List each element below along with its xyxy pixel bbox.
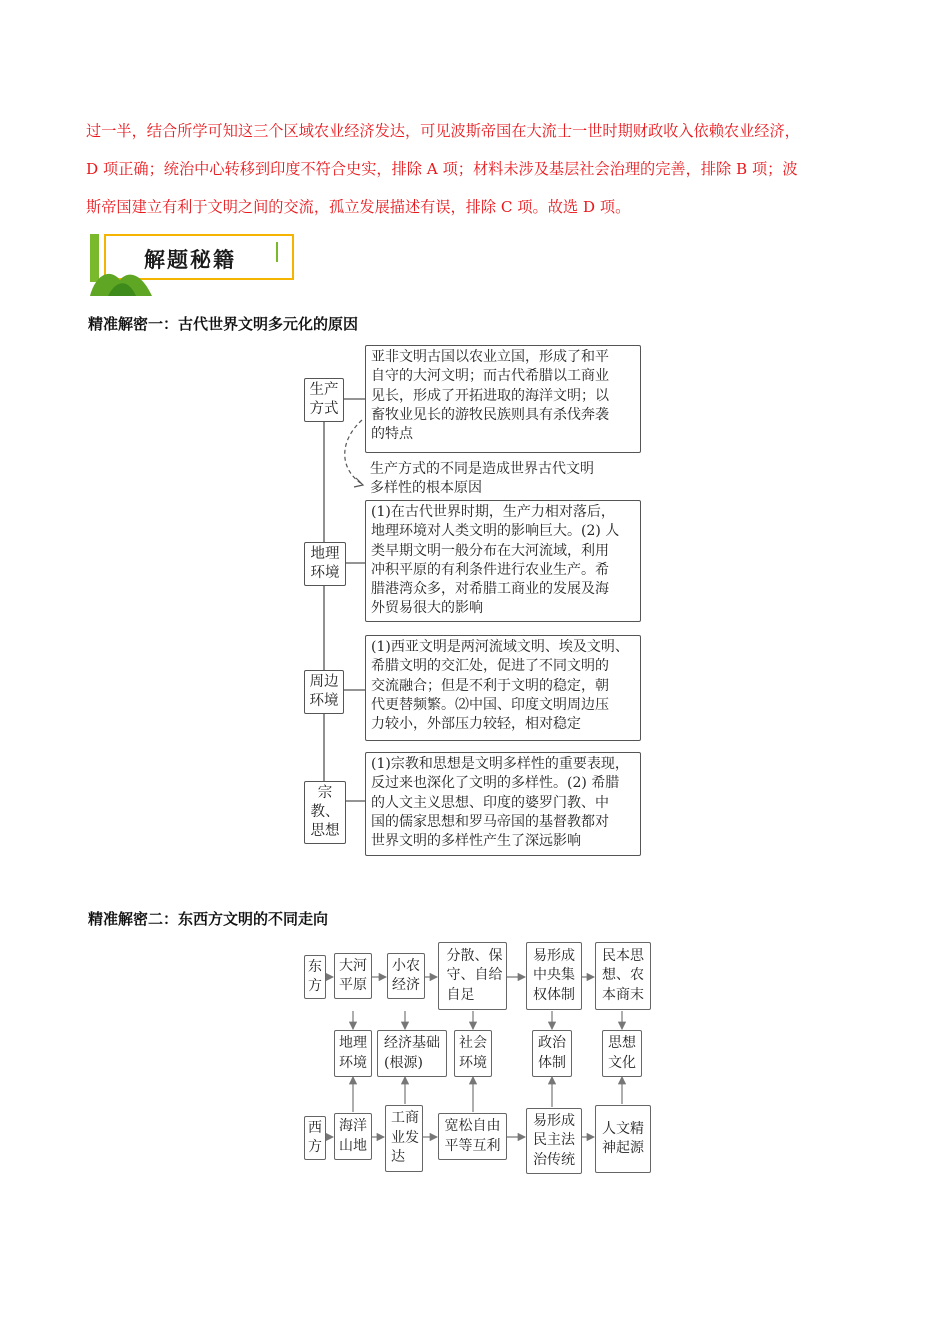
box-surroundings-line: 交流融合；但是不利于文明的稳定，朝	[371, 677, 609, 694]
east-node-centralized-system	[526, 942, 582, 1010]
badge-label: 解题秘籍	[144, 248, 236, 272]
west-node-text: 山地	[339, 1137, 367, 1154]
box-production-line: 见长，形成了开拓进取的海洋文明；以	[371, 387, 609, 404]
box-geography-line: 腊港湾众多，对希腊工商业的发展及海	[371, 581, 609, 598]
east-node-text: 平原	[339, 977, 367, 993]
middle-node-text: 环境	[339, 1054, 367, 1071]
west-node-text: 海洋	[339, 1118, 367, 1134]
west-node-text: 民主法	[533, 1132, 575, 1149]
west-node-democracy-rule-of-law	[526, 1108, 582, 1174]
middle-node-text: 环境	[459, 1054, 487, 1071]
east-node-self-sufficient	[438, 942, 507, 1010]
east-node-text: 想、农	[602, 967, 644, 984]
box-surroundings-line: 希腊文明的交汇处，促进了不同文明的	[371, 658, 609, 675]
box-religion-line: 国的儒家思想和罗马帝国的基督教都对	[371, 813, 609, 830]
west-node-liberal-equality	[438, 1113, 507, 1160]
middle-node-text: 文化	[608, 1054, 636, 1071]
box-production-line: 亚非文明古国以农业立国，形成了和平	[371, 349, 609, 365]
east-node-text: 大河	[339, 957, 367, 974]
east-node-text: 本商末	[602, 986, 644, 1003]
middle-node-text: (根源)	[384, 1054, 423, 1071]
east-node-text: 守、自给	[446, 967, 503, 984]
middle-node-text: 政治	[538, 1035, 566, 1051]
west-node-commerce-developed	[385, 1105, 423, 1172]
west-label	[304, 1116, 326, 1160]
explanation-line-3: 斯帝国建立有利于文明之间的交流，孤立发展描述有误，排除 C 项。故选 D 项。	[86, 198, 631, 216]
east-node-text: 小农	[392, 957, 420, 974]
box-geography-line: (1)在古代世界时期，生产力相对落后，	[371, 504, 615, 520]
label-geography-line2: 环境	[310, 565, 340, 581]
west-node-text: 神起源	[602, 1140, 644, 1156]
west-label-line2: 方	[308, 1139, 322, 1155]
box-religion-line: 反过来也深化了文明的多样性。(2) 希腊	[371, 775, 620, 792]
west-node-text: 业发	[391, 1129, 419, 1146]
section2-title: 精准解密二：东西方文明的不同走向	[88, 910, 329, 928]
label-religion-line2: 思想	[310, 823, 340, 839]
west-node-text: 治传统	[533, 1151, 575, 1168]
east-node-small-peasant-economy	[387, 953, 425, 999]
explanation-line-1: 过一半，结合所学可知这三个区域农业经济发达，可见波斯帝国在大流士一世时期财政收入依赖农业经济，	[86, 122, 800, 140]
west-node-text: 宽松自由	[444, 1118, 501, 1134]
middle-node-social-environment	[454, 1030, 492, 1077]
box-production-line: 自守的大河文明；而古代希腊以工商业	[371, 368, 609, 385]
label-production-line2: 方式	[309, 401, 339, 417]
middle-node-political-system	[532, 1030, 572, 1077]
box-geography-line: 地理环境对人类文明的影响巨大。(2) 人	[371, 523, 620, 540]
west-node-text: 工商	[391, 1110, 419, 1127]
explanation-line-2: D 项正确；统治中心转移到印度不符合史实，排除 A 项；材料未涉及基层社会治理的完善，排除 B 项；波	[86, 160, 798, 178]
east-node-text: 民本思	[602, 947, 644, 964]
middle-node-text: 体制	[538, 1054, 566, 1071]
section1-title: 精准解密一：古代世界文明多元化的原因	[88, 315, 359, 333]
box-production-line: 畜牧业见长的游牧民族则具有杀伐奔袭	[371, 406, 609, 423]
east-node-text: 自足	[446, 986, 475, 1003]
east-node-people-oriented-thought	[595, 942, 651, 1010]
box-religion-line: (1)宗教和思想是文明多样性的重要表现，	[371, 756, 629, 772]
west-node-text: 达	[391, 1149, 405, 1166]
box-production-line: 的特点	[371, 426, 413, 443]
note-line: 生产方式的不同是造成世界古代文明	[370, 461, 594, 477]
west-node-humanism-origin	[595, 1105, 651, 1173]
middle-node-thought-culture	[602, 1030, 642, 1077]
middle-node-text: 经济基础	[384, 1035, 440, 1051]
box-geography-line: 冲积平原的有利条件进行农业生产。希	[371, 561, 609, 578]
east-node-text: 易形成	[533, 947, 575, 964]
west-node-text: 人文精	[602, 1120, 644, 1137]
box-religion-line: 的人文主义思想、印度的婆罗门教、中	[371, 794, 609, 811]
east-label-line2: 方	[308, 978, 322, 994]
east-label	[304, 955, 326, 999]
box-geography-line: 类早期文明一般分布在大河流域，利用	[371, 542, 609, 559]
label-surroundings-line1: 周边	[309, 674, 339, 690]
middle-node-economic-base	[377, 1030, 447, 1077]
east-node-river-plain	[334, 953, 372, 999]
label-geography-line1: 地理	[310, 546, 340, 562]
west-node-text: 平等互利	[444, 1137, 501, 1154]
note-line: 多样性的根本原因	[370, 480, 482, 497]
east-node-text: 中央集	[533, 967, 575, 984]
middle-node-text: 地理	[339, 1035, 367, 1051]
label-surroundings-line2: 环境	[309, 693, 339, 709]
middle-node-text: 思想	[608, 1035, 636, 1051]
west-label-line1: 西	[308, 1119, 322, 1136]
west-node-text: 易形成	[533, 1112, 575, 1129]
east-label-line1: 东	[308, 958, 322, 975]
west-node-ocean-mountains	[334, 1113, 372, 1160]
middle-node-text: 社会	[459, 1035, 487, 1051]
east-node-text: 权体制	[533, 986, 575, 1003]
east-node-text: 经济	[392, 977, 420, 993]
box-surroundings-line: 力较小，外部压力较轻，相对稳定	[371, 716, 581, 733]
box-surroundings-line: 代更替频繁。⑵中国、印度文明周边压	[371, 696, 609, 713]
east-node-text: 分散、保	[446, 947, 503, 964]
label-religion-line1: 宗教、	[310, 785, 340, 820]
box-surroundings-line: (1)西亚文明是两河流域文明、埃及文明、	[371, 639, 629, 655]
box-religion-line: 世界文明的多样性产生了深远影响	[371, 833, 581, 850]
box-geography-line: 外贸易很大的影响	[371, 600, 483, 617]
label-production-line1: 生产	[309, 382, 339, 398]
middle-node-geography	[334, 1030, 372, 1077]
